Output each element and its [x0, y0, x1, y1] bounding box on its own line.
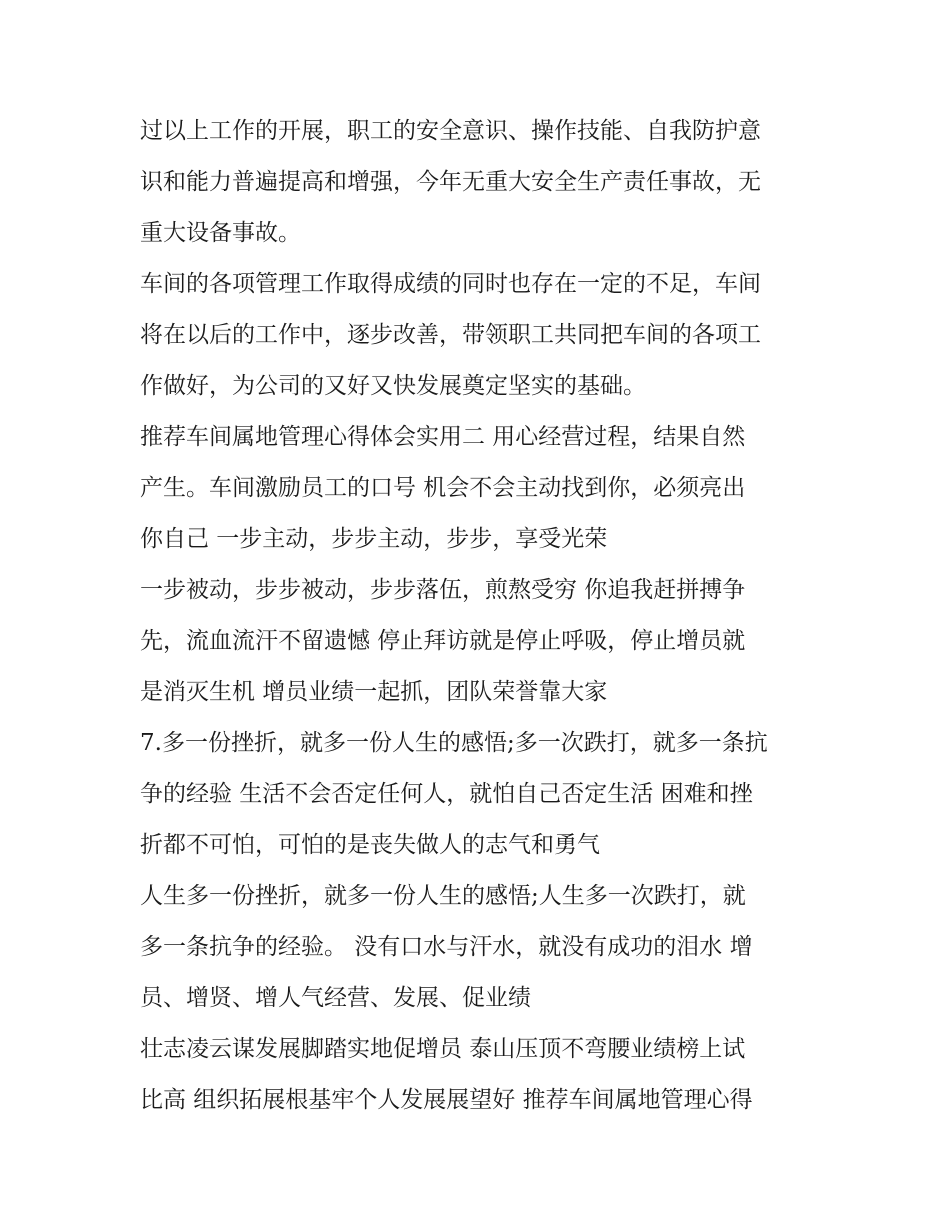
- text-line: 一步被动，步步被动，步步落伍，煎熬受穷 你追我赶拼搏争: [140, 577, 746, 603]
- text-line: 争的经验 生活不会否定任何人，就怕自己否定生活 困难和挫: [140, 781, 753, 807]
- text-line: 将在以后的工作中，逐步改善，带领职工共同把车间的各项工: [140, 322, 761, 348]
- text-line: 人生多一份挫折，就多一份人生的感悟;人生多一次跌打，就: [140, 883, 746, 909]
- text-line: 作做好，为公司的又好又快发展奠定坚实的基础。: [140, 373, 646, 399]
- text-line: 你自己 一步主动，步步主动，步步，享受光荣: [140, 526, 608, 552]
- text-line: 车间的各项管理工作取得成绩的同时也存在一定的不足，车间: [140, 271, 761, 297]
- body-text: [140, 106, 820, 1126]
- text-line: 是消灭生机 增员业绩一起抓，团队荣誉靠大家: [140, 679, 608, 705]
- text-line: 壮志凌云谋发展脚踏实地促增员 泰山压顶不弯腰业绩榜上试: [140, 1036, 746, 1062]
- text-line: 识和能力普遍提高和增强，今年无重大安全生产责任事故，无: [140, 169, 761, 195]
- text-line: 过以上工作的开展，职工的安全意识、操作技能、自我防护意: [140, 118, 761, 144]
- text-line: 产生。车间激励员工的口号 机会不会主动找到你，必须亮出: [140, 475, 746, 501]
- text-line: 比高 组织拓展根基牢个人发展展望好 推荐车间属地管理心得: [140, 1087, 753, 1113]
- text-line: 7.多一份挫折，就多一份人生的感悟;多一次跌打，就多一条抗: [140, 730, 768, 756]
- text-line: 重大设备事故。: [140, 220, 301, 246]
- text-line: 推荐车间属地管理心得体会实用二 用心经营过程，结果自然: [140, 424, 746, 450]
- text-line: 先，流血流汗不留遗憾 停止拜访就是停止呼吸，停止增员就: [140, 628, 746, 654]
- text-line: 多一条抗争的经验。 没有口水与汗水，就没有成功的泪水 增: [140, 934, 753, 960]
- text-line: 员、增贤、增人气经营、发展、促业绩: [140, 985, 531, 1011]
- text-line: 折都不可怕，可怕的是丧失做人的志气和勇气: [140, 832, 600, 858]
